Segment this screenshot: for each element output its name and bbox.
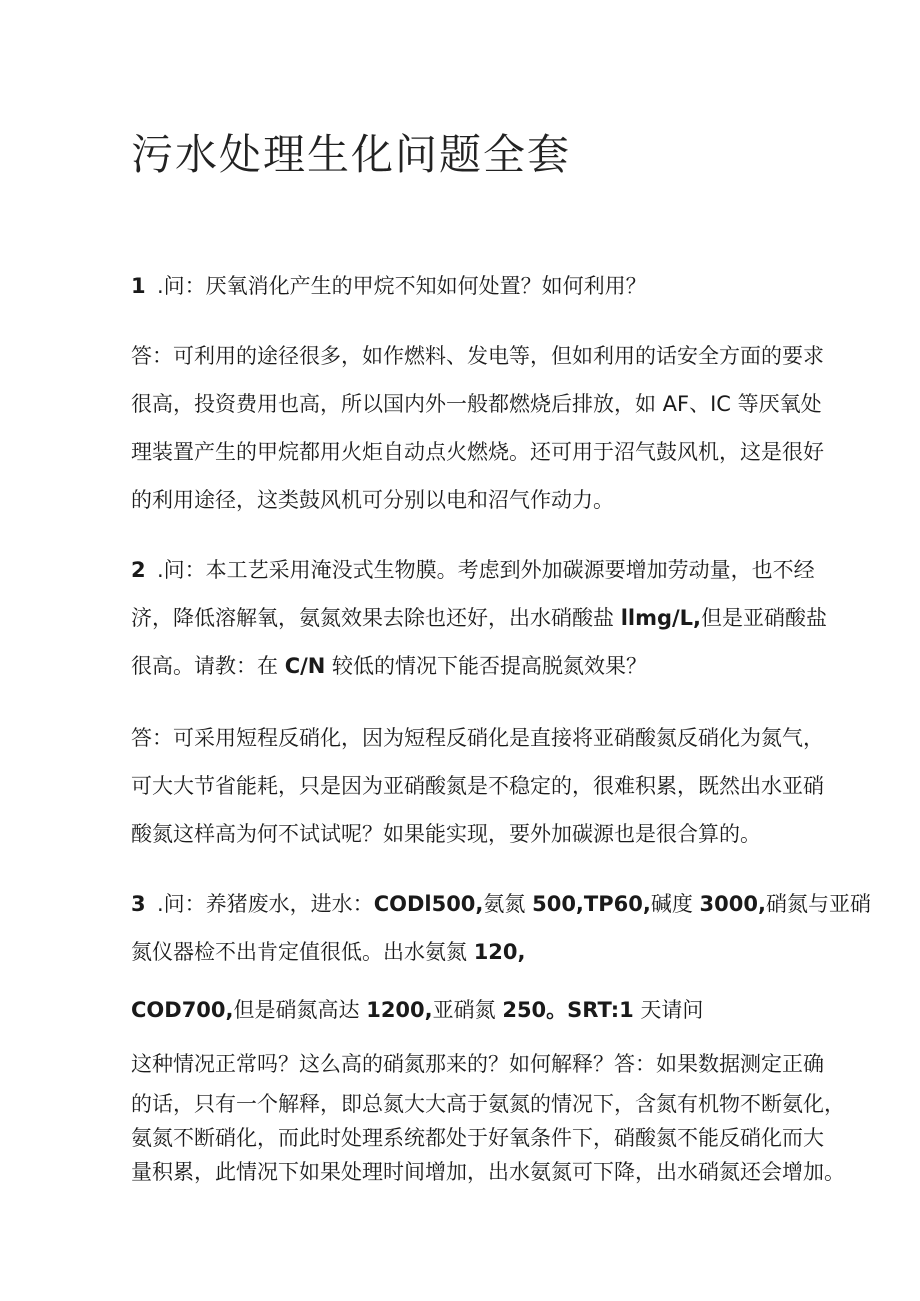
q2-question-line	[131, 604, 827, 632]
q3-value: 250。SRT:1	[502, 998, 634, 1022]
q3-text: 但是硝氮高达	[233, 998, 367, 1022]
q3-question-line	[131, 996, 703, 1024]
q3-text: 亚硝氮	[432, 998, 503, 1022]
q2-question-line	[131, 556, 815, 584]
q2-value: llmg/L,	[620, 606, 702, 630]
q2-question-text: .问：本工艺采用淹没式生物膜。考虑到外加碳源要增加劳动量，也不经	[157, 558, 815, 582]
document-title: 污水处理生化问题全套	[131, 130, 572, 179]
q3-value: 1200,	[366, 998, 433, 1022]
q2-value: C/N	[284, 654, 326, 678]
q3-question-line	[131, 938, 526, 966]
q3-text: 硝氮与亚硝	[765, 892, 871, 916]
q2-text: 很高。请教：在	[131, 654, 285, 678]
q2-question-line	[131, 652, 647, 680]
q1-question	[131, 272, 647, 300]
q3-value: 500,TP60,	[532, 892, 651, 916]
q3-value: 3000,	[699, 892, 766, 916]
q3-value: COD700,	[131, 998, 234, 1022]
q3-answer-line: 量积累，此情况下如果处理时间增加，出水氨氮可下降，出水硝氮还会增加。	[131, 1160, 845, 1184]
q2-number: 2	[131, 558, 146, 582]
q1-answer-line: 答：可利用的途径很多，如作燃料、发电等，但如利用的话安全方面的要求	[131, 344, 824, 368]
q1-question-text: .问：厌氧消化产生的甲烷不知如何处置？如何利用？	[157, 274, 647, 298]
q1-answer-line: 理装置产生的甲烷都用火炬自动点火燃烧。还可用于沼气鼓风机，这是很好	[131, 440, 824, 464]
q3-value: CODl500,	[373, 892, 484, 916]
q3-text: .问：养猪废水，进水：	[157, 892, 374, 916]
q2-answer-line: 答：可采用短程反硝化，因为短程反硝化是直接将亚硝酸氮反硝化为氮气，	[131, 726, 824, 750]
q1-answer-line: 很高，投资费用也高，所以国内外一般都燃烧后排放，如 AF、IC 等厌氧处	[131, 392, 822, 416]
q3-value: 120,	[473, 940, 526, 964]
q3-text: 天请问	[633, 998, 704, 1022]
q3-text: 氮仪器检不出肯定值很低。出水氨氮	[131, 940, 474, 964]
q2-text: 济，降低溶解氧，氨氮效果去除也还好，出水硝酸盐	[131, 606, 621, 630]
q2-text: 较低的情况下能否提高脱氮效果？	[325, 654, 648, 678]
q3-number: 3	[131, 892, 146, 916]
q2-answer-line: 酸氮这样高为何不试试呢？如果能实现，要外加碳源也是很合算的。	[131, 822, 761, 846]
q1-answer-line: 的利用途径，这类鼓风机可分别以电和沼气作动力。	[131, 488, 614, 512]
q3-question-line	[131, 890, 871, 918]
q2-text: 但是亚硝酸盐	[701, 606, 828, 630]
q3-text: 氨氮	[483, 892, 533, 916]
q3-answer-line: 氨氮不断硝化，而此时处理系统都处于好氧条件下，硝酸氮不能反硝化而大	[131, 1126, 824, 1150]
q3-text: 碱度	[650, 892, 700, 916]
q1-number: 1	[131, 274, 146, 298]
q3-answer-line: 的话，只有一个解释，即总氮大大高于氨氮的情况下，含氮有机物不断氨化，	[131, 1092, 845, 1116]
q3-answer-line: 这种情况正常吗？这么高的硝氮那来的？如何解释？答：如果数据测定正确	[131, 1052, 824, 1076]
q2-answer-line: 可大大节省能耗，只是因为亚硝酸氮是不稳定的，很难积累，既然出水亚硝	[131, 774, 824, 798]
